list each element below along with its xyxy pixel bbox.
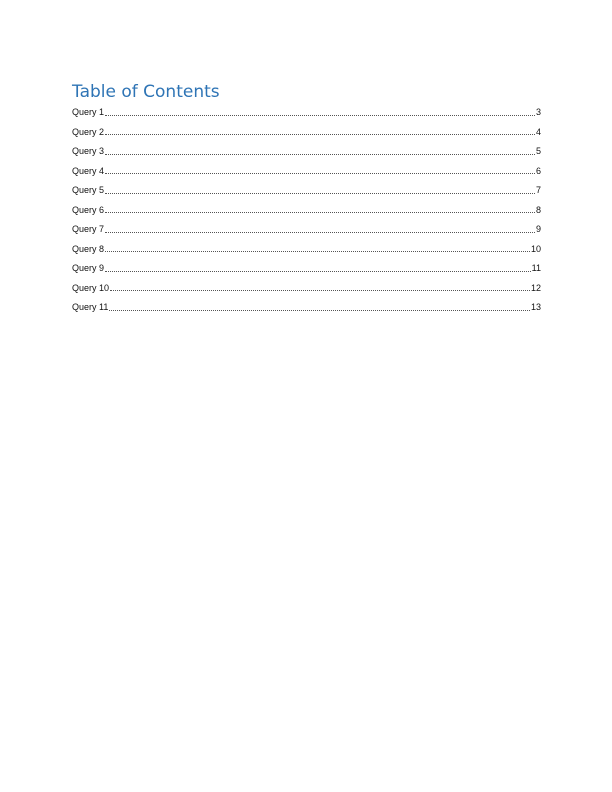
dot-leader (105, 193, 535, 194)
toc-entry[interactable] (72, 279, 541, 299)
toc-entry[interactable] (72, 298, 541, 318)
toc-entry-page-number: 3 (535, 107, 541, 117)
dot-leader (105, 154, 535, 155)
toc-entry[interactable] (72, 123, 541, 143)
toc-entry-page-number: 5 (535, 146, 541, 156)
toc-entry-page-number: 7 (535, 185, 541, 195)
toc-entry[interactable] (72, 240, 541, 260)
toc-entry[interactable] (72, 201, 541, 221)
toc-entry-label: Query 3 (72, 146, 105, 156)
toc-entry-page-number: 12 (530, 282, 541, 293)
dot-leader (109, 310, 530, 311)
dot-leader (105, 251, 530, 252)
toc-entry-page-number: 10 (530, 243, 541, 254)
toc-entry[interactable] (72, 162, 541, 182)
dot-leader (105, 232, 535, 233)
dot-leader (105, 134, 535, 135)
dot-leader (105, 173, 535, 174)
toc-entry[interactable] (72, 181, 541, 201)
toc-entry-page-number: 9 (535, 224, 541, 234)
toc-list (72, 103, 541, 318)
dot-leader (110, 290, 530, 291)
toc-entry[interactable] (72, 259, 541, 279)
toc-entry-label: Query 7 (72, 224, 105, 234)
toc-entry[interactable] (72, 103, 541, 123)
toc-entry-label: Query 6 (72, 204, 105, 215)
dot-leader (105, 212, 535, 213)
toc-entry[interactable] (72, 142, 541, 162)
toc-entry-page-number: 6 (535, 165, 541, 176)
dot-leader (105, 271, 531, 272)
toc-entry-label: Query 11 (72, 302, 109, 312)
toc-title: Table of Contents (72, 82, 220, 102)
toc-entry-label: Query 5 (72, 185, 105, 195)
toc-entry-label: Query 4 (72, 165, 105, 176)
toc-entry-label: Query 8 (72, 243, 105, 254)
toc-entry[interactable] (72, 220, 541, 240)
toc-entry-page-number: 8 (535, 204, 541, 215)
toc-entry-label: Query 1 (72, 107, 105, 117)
toc-entry-page-number: 4 (535, 126, 541, 137)
toc-entry-label: Query 9 (72, 263, 105, 273)
toc-entry-page-number: 13 (530, 302, 541, 312)
toc-entry-label: Query 2 (72, 126, 105, 137)
dot-leader (105, 115, 535, 116)
toc-entry-label: Query 10 (72, 282, 110, 293)
toc-entry-page-number: 11 (531, 263, 541, 273)
